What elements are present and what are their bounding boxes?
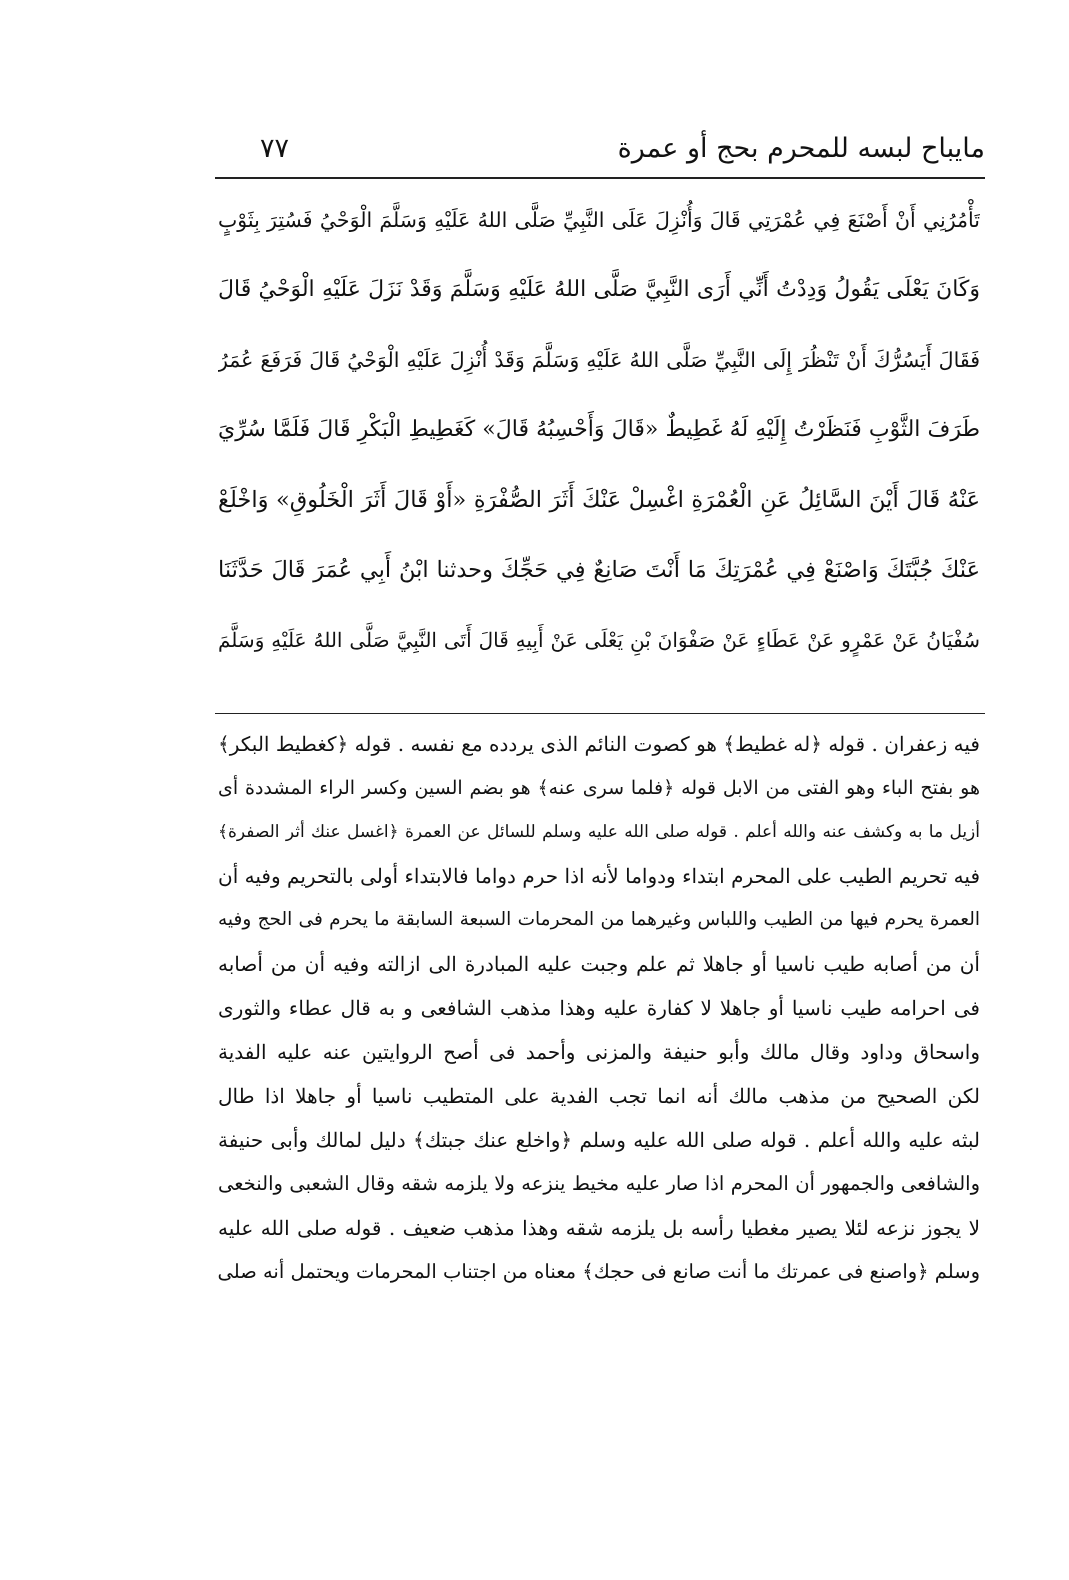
text-line: عَنْكَ جُبَّتَكَ وَاصْنَعْ فِي عُمْرَتِكَ مَا أَنْتَ صَانِعٌ فِي حَجِّكَ وحدثنا ابْنُ أَبِي عُمَرَ قَالَ حَدَّثَنَا [218,557,980,583]
text-line: عَنْهُ قَالَ أَيْنَ السَّائِلُ عَنِ الْعُمْرَةِ اغْسِلْ عَنْكَ أَثَرَ الصُّفْرَةِ «أَوْ قَالَ أَثَرَ الْخَلُوقِ» وَاخْلَعْ [218,487,980,513]
commentary-divider [215,713,985,714]
text-line: تَأْمُرُنِي أَنْ أَصْنَعَ فِي عُمْرَتِي قَالَ وَأُنْزِلَ عَلَى النَّبِيِّ صَلَّى اللهُ عَلَيْهِ وَسَلَّمَ الْوَحْيُ فَسُتِرَ بِثَوْبٍ [218,208,980,232]
text-line: سُفْيَانُ عَنْ عَمْرٍو عَنْ عَطَاءٍ عَنْ صَفْوَانَ بْنِ يَعْلَى عَنْ أَبِيهِ قَالَ أَتَى النَّبِيَّ صَلَّى اللهُ عَلَيْهِ وَسَلَّمَ [218,628,980,652]
commentary-line: أن من أصابه طيب ناسيا أو جاهلا ثم علم وجبت عليه المبادرة الى ازالته وفيه أن من أصابه [218,952,980,976]
text-line: طَرَفَ الثَّوْبِ فَنَظَرْتُ إِلَيْهِ لَهُ غَطِيطٌ «قَالَ وَأَحْسِبُهُ قَالَ» كَغَطِيطِ الْبَكْرِ قَالَ فَلَمَّا سُرِّيَ [218,417,980,442]
commentary-line: فيه تحريم الطيب على المحرم ابتداء ودواما لأنه اذا حرم دواما فالابتداء أولى بالتحريم وفيه أن [218,864,980,888]
hadith-text [218,185,980,675]
commentary-line: لبثه عليه والله أعلم . قوله صلى الله عليه وسلم ﴿واخلع عنك جبتك﴾ دليل لمالك وأبى حنيفة [218,1128,980,1152]
page-header [215,128,985,174]
text-line: فَقَالَ أَيَسُرُّكَ أَنْ تَنْظُرَ إِلَى النَّبِيِّ صَلَّى اللهُ عَلَيْهِ وَسَلَّمَ وَقَدْ أُنْزِلَ عَلَيْهِ الْوَحْيُ قَالَ فَرَفَعَ عُمَرُ [218,348,980,372]
text-line: وَكَانَ يَعْلَى يَقُولُ وَدِدْتُ أَنِّي أَرَى النَّبِيَّ صَلَّى اللهُ عَلَيْهِ وَسَلَّمَ وَقَدْ نَزَلَ عَلَيْهِ الْوَحْيُ قَالَ [218,277,980,302]
commentary-line: فيه زعفران . قوله ﴿له غطيط﴾ هو كصوت النائم الذى يردده مع نفسه . قوله ﴿كغطيط البكر﴾ [218,732,980,756]
commentary-text [218,722,980,1294]
commentary-line: أزيل ما به وكشف عنه والله أعلم . قوله صلى الله عليه وسلم للسائل عن العمرة ﴿اغسل عنك أثر الصفرة﴾ [218,822,980,842]
commentary-line: واسحاق وداود وقال مالك وأبو حنيفة والمزنى وأحمد فى أصح الروايتين عنه عليه الفدية [218,1040,980,1064]
commentary-line: لا يجوز نزعه لئلا يصير مغطيا رأسه بل يلزمه شقه وهذا مذهب ضعيف . قوله صلى الله عليه [218,1216,980,1240]
running-title: مايباح لبسه للمحرم بحج أو عمرة [617,133,985,164]
header-rule [215,177,985,179]
commentary-line: العمرة يحرم فيها من الطيب واللباس وغيرهما من المحرمات السبعة السابقة ما يحرم فى الحج وفيه [218,909,980,930]
page-number: ٧٧ [260,133,290,164]
commentary-line: لكن الصحيح من مذهب مالك أنه انما تجب الفدية على المتطيب ناسيا أو جاهلا اذا طال [218,1084,980,1108]
commentary-line: هو بفتح الباء وهو الفتى من الابل قوله ﴿فلما سرى عنه﴾ هو بضم السين وكسر الراء المشددة أى [218,777,980,799]
commentary-line: والشافعى والجمهور أن المحرم اذا صار عليه مخيط ينزعه ولا يلزمه شقه وقال الشعبى والنخعى [218,1172,980,1195]
commentary-line: فى احرامه طيب ناسيا أو جاهلا لا كفارة عليه وهذا مذهب الشافعى و به قال عطاء والثورى [218,996,980,1020]
commentary-line: وسلم ﴿واصنع فى عمرتك ما أنت صانع فى حجك﴾ معناه من اجتناب المحرمات ويحتمل أنه صلى [218,1260,980,1283]
